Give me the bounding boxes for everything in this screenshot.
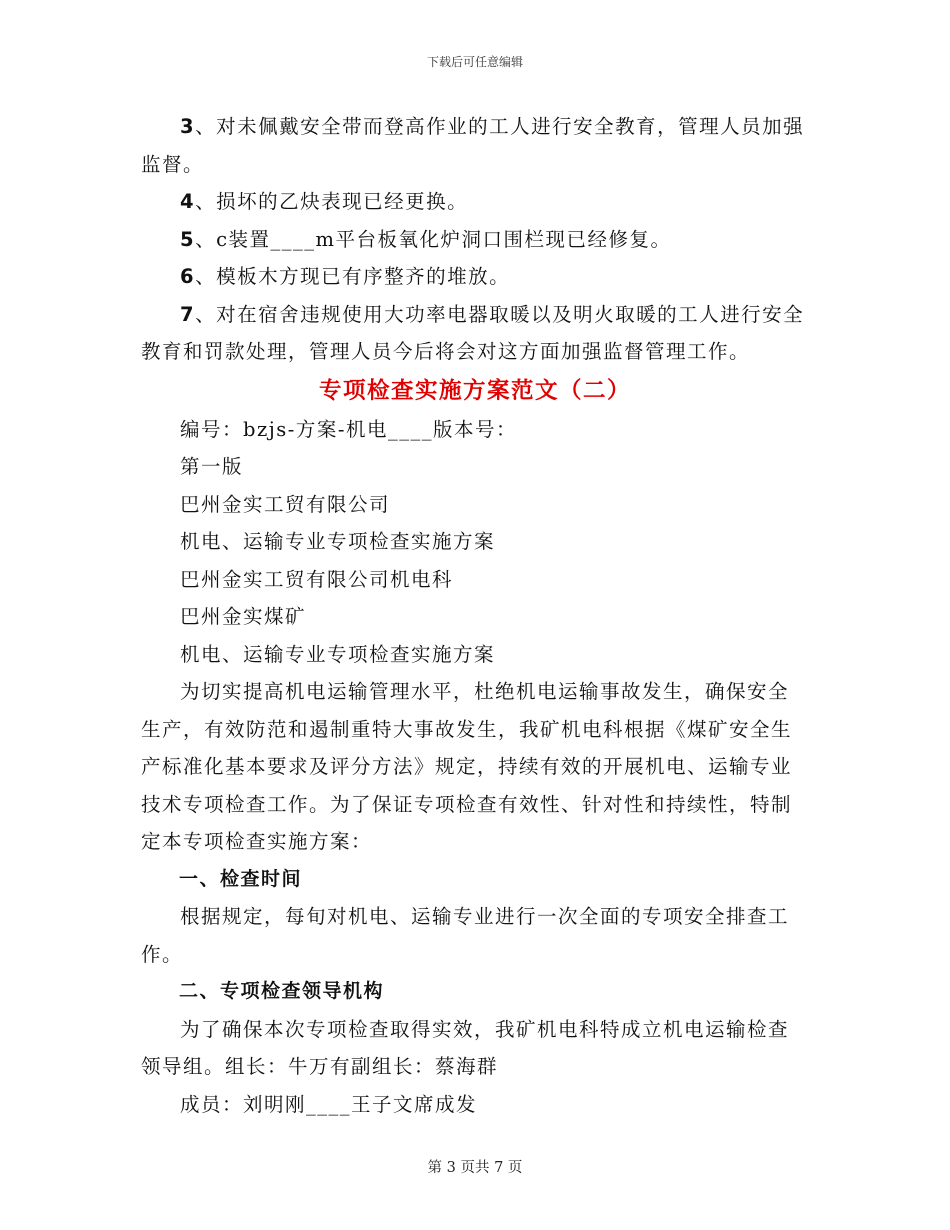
document-body — [141, 108, 809, 1123]
list-item-text: 、损坏的乙炔表现已经更换。 — [195, 190, 469, 213]
list-item-5 — [141, 221, 809, 259]
section-body-leadership: 为了确保本次专项检查取得实效，我矿机电科特成立机电运输检查领导组。组长：牛万有副组长：蔡海群 — [141, 1017, 790, 1078]
page-number: 第 3 页共 7 页 — [427, 1160, 523, 1176]
section-members: 成员：刘明刚____王子文席成发 — [180, 1092, 478, 1116]
section-heading-time: 一、检查时间 — [179, 867, 303, 890]
meta-line-company: 巴州金实工贸有限公司 — [180, 492, 391, 516]
intro-paragraph: 为切实提高机电运输管理水平，杜绝机电运输事故发生，确保安全生产，有效防范和遏制重特大事故发生，我矿机电科根据《煤矿安全生产标准化基本要求及评分方法》规定，持续有效的开展机电、运输专业技术专项检查工作。为了保证专项检查有效性、针对性和持续性，特制定本专项检查实施方案： — [141, 680, 793, 853]
list-item-text: 、对在宿舍违规使用大功率电器取暖以及明火取暖的工人进行安全教育和罚款处理，管理人员今后将会对这方面加强监督管理工作。 — [141, 302, 805, 363]
list-number: 3 — [180, 115, 196, 138]
meta-line-plan-name-repeat: 机电、运输专业专项检查实施方案 — [180, 642, 496, 666]
header-note: 下载后可任意编辑 — [426, 55, 523, 69]
list-item-7 — [141, 296, 809, 371]
meta-line-number: 编号：bzjs-方案-机电____版本号： — [180, 417, 517, 441]
section-body-time: 根据规定，每旬对机电、运输专业进行一次全面的专项安全排查工作。 — [141, 905, 790, 966]
list-number: 6 — [180, 265, 196, 288]
list-number: 5 — [180, 227, 196, 251]
list-number: 4 — [180, 190, 196, 213]
meta-line-edition: 第一版 — [180, 455, 244, 478]
list-number: 7 — [180, 302, 196, 326]
meta-line-department: 巴州金实工贸有限公司机电科 — [180, 567, 454, 591]
list-item-4 — [141, 183, 809, 221]
meta-line-plan-name: 机电、运输专业专项检查实施方案 — [180, 530, 496, 553]
meta-line-mine: 巴州金实煤矿 — [180, 605, 307, 628]
list-item-6 — [141, 258, 809, 296]
section-heading-leadership: 二、专项检查领导机构 — [179, 980, 385, 1002]
list-item-text: 、c装置____m平台板氧化炉洞口围栏现已经修复。 — [195, 227, 672, 251]
list-item-3 — [141, 108, 809, 183]
list-item-text: 、模板木方现已有序整齐的堆放。 — [195, 265, 511, 288]
document-title: 专项检查实施方案范文（二） — [318, 377, 631, 404]
list-item-text: 、对未佩戴安全带而登高作业的工人进行安全教育，管理人员加强监督。 — [141, 115, 805, 176]
